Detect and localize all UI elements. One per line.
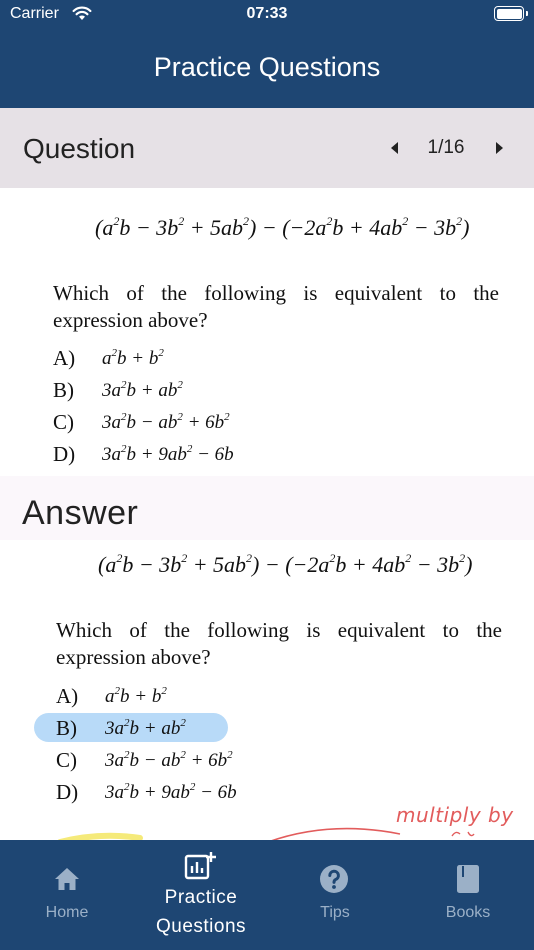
question-prompt: Which of the following is equivalent to the expression above? — [53, 281, 499, 332]
option-text: $3a^2b + 9ab^2 - 6b$ — [105, 781, 237, 803]
tab-books[interactable] — [402, 840, 534, 950]
tab-practice-questions[interactable] — [134, 840, 268, 950]
tab-label: Home — [45, 904, 89, 921]
option-letter: A) — [53, 346, 76, 370]
next-arrow-icon[interactable] — [490, 138, 508, 158]
handwriting-scribbles — [0, 812, 534, 842]
option-letter: B) — [56, 716, 77, 740]
question-counter: 1/16 — [427, 137, 465, 158]
question-mark-icon — [319, 864, 349, 894]
option-text: $3a^2b + 9ab^2 - 6b$ — [102, 443, 234, 465]
option-text: $3a^2b - ab^2 + 6b^2$ — [105, 749, 233, 771]
option-text: $a^2b + b^2$ — [102, 347, 164, 369]
option-letter: A) — [56, 684, 79, 708]
carrier-label: Carrier — [10, 5, 59, 22]
tab-label: Practice Questions — [155, 887, 247, 937]
answer-expression: $(a^2b - 3b^2 + 5ab^2) - (-2a^2b + 4ab^2 - 3b^2)$ — [98, 551, 473, 577]
tab-bar — [0, 840, 534, 950]
option-letter: B) — [53, 378, 74, 402]
battery-icon — [494, 6, 524, 21]
option-letter: C) — [56, 748, 77, 772]
book-icon — [455, 864, 481, 894]
practice-questions-icon — [184, 852, 216, 880]
answer-heading: Answer — [22, 494, 139, 532]
tab-label: Tips — [320, 904, 350, 921]
tab-tips[interactable] — [268, 840, 402, 950]
option-text: $3a^2b + ab^2$ — [102, 379, 183, 401]
navigation-bar — [0, 0, 534, 108]
home-icon — [54, 866, 80, 892]
page-title: Practice Questions — [153, 52, 381, 82]
answer-prompt: Which of the following is equivalent to the expression above? — [56, 618, 502, 669]
clock: 07:33 — [246, 5, 288, 22]
question-header — [0, 108, 534, 188]
option-text: $3a^2b + ab^2$ — [105, 717, 186, 739]
handwritten-annotation: multiply by — [396, 803, 514, 827]
option-text: $a^2b + b^2$ — [105, 685, 167, 707]
option-letter: D) — [53, 442, 76, 466]
previous-arrow-icon[interactable] — [386, 138, 404, 158]
question-heading: Question — [23, 133, 136, 164]
tab-label: Books — [445, 904, 491, 921]
option-letter: D) — [56, 780, 79, 804]
question-expression: $(a^2b - 3b^2 + 5ab^2) - (-2a^2b + 4ab^2 - 3b^2)$ — [95, 214, 470, 240]
tab-home[interactable] — [0, 840, 134, 950]
option-text: $3a^2b - ab^2 + 6b^2$ — [102, 411, 230, 433]
option-letter: C) — [53, 410, 74, 434]
status-bar — [0, 0, 534, 30]
